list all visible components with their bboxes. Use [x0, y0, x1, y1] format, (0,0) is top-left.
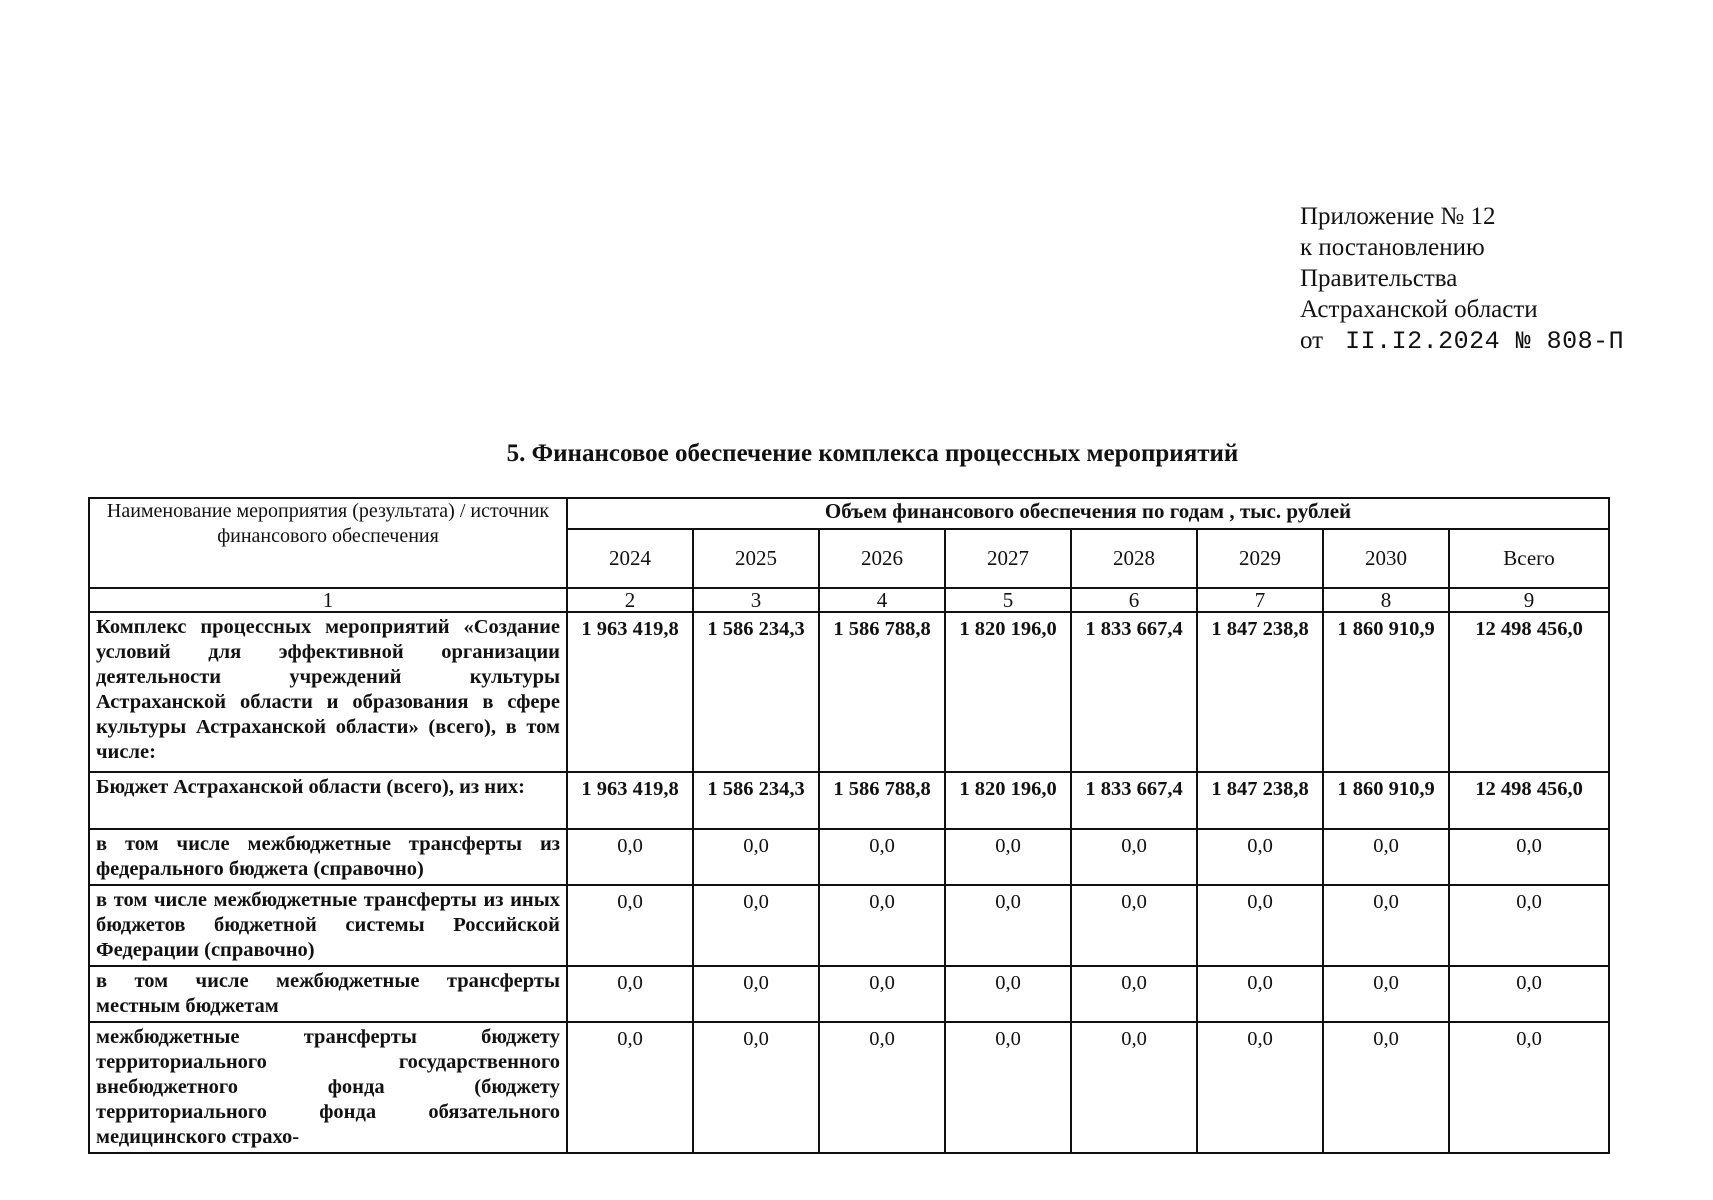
- row-name-federal-transfers: в том числе межбюджетные трансферты из федерального бюджета (справочно): [89, 829, 567, 885]
- value-cell: 0,0: [1323, 966, 1449, 1022]
- header-year-2027: 2027: [945, 529, 1071, 588]
- value-cell: 0,0: [693, 829, 819, 885]
- value-cell: 0,0: [945, 1022, 1071, 1153]
- value-cell: 1 586 234,3: [693, 772, 819, 829]
- table-row: [89, 829, 1609, 885]
- column-number: 7: [1197, 588, 1323, 612]
- value-cell: 0,0: [1197, 966, 1323, 1022]
- row-name-local-budget-transfers: в том числе межбюджетные трансферты местным бюджетам: [89, 966, 567, 1022]
- approval-block: [1300, 201, 1680, 357]
- value-cell: 0,0: [567, 966, 693, 1022]
- table-row: [89, 612, 1609, 772]
- column-number: 9: [1449, 588, 1609, 612]
- value-cell: 0,0: [1071, 1022, 1197, 1153]
- header-year-2026: 2026: [819, 529, 945, 588]
- value-cell-total: 0,0: [1449, 829, 1609, 885]
- value-cell-total: 0,0: [1449, 1022, 1609, 1153]
- value-cell: 0,0: [1071, 829, 1197, 885]
- header-total: Всего: [1449, 529, 1609, 588]
- column-number: 8: [1323, 588, 1449, 612]
- header-year-2025: 2025: [693, 529, 819, 588]
- value-cell-total: 0,0: [1449, 885, 1609, 966]
- value-cell: 1 820 196,0: [945, 612, 1071, 772]
- header-year-2028: 2028: [1071, 529, 1197, 588]
- approval-line-government: Правительства: [1300, 265, 1458, 292]
- row-name-complex-total: Комплекс процессных мероприятий «Создание условий для эффективной организации деятельности учреждений культуры Астраханской области и образования в сфере культуры Астраханской области» (всего), в том числе:: [89, 612, 567, 772]
- value-cell: 1 847 238,8: [1197, 772, 1323, 829]
- table-row: [89, 966, 1609, 1022]
- value-cell: 0,0: [945, 966, 1071, 1022]
- value-cell: 1 963 419,8: [567, 772, 693, 829]
- value-cell: 0,0: [1197, 1022, 1323, 1153]
- value-cell: 0,0: [1323, 885, 1449, 966]
- header-year-2024: 2024: [567, 529, 693, 588]
- value-cell: 1 833 667,4: [1071, 612, 1197, 772]
- value-cell-total: 0,0: [1449, 966, 1609, 1022]
- approval-date-number: II.I2.2024 № 808-П: [1345, 327, 1625, 356]
- value-cell: 0,0: [945, 885, 1071, 966]
- column-number: 2: [567, 588, 693, 612]
- value-cell: 0,0: [1197, 829, 1323, 885]
- column-number-row: [89, 588, 1609, 612]
- value-cell: 0,0: [819, 1022, 945, 1153]
- value-cell: 0,0: [1197, 885, 1323, 966]
- column-number: 5: [945, 588, 1071, 612]
- value-cell: 1 820 196,0: [945, 772, 1071, 829]
- table-row: [89, 772, 1609, 829]
- approval-line-region: Астраханской области: [1300, 296, 1538, 323]
- value-cell: 1 586 788,8: [819, 612, 945, 772]
- table-row: [89, 885, 1609, 966]
- value-cell: 1 860 910,9: [1323, 612, 1449, 772]
- approval-line-resolution: к постановлению: [1300, 234, 1485, 261]
- value-cell: 0,0: [1323, 1022, 1449, 1153]
- value-cell: 1 586 234,3: [693, 612, 819, 772]
- value-cell: 0,0: [819, 885, 945, 966]
- value-cell: 0,0: [693, 885, 819, 966]
- value-cell: 0,0: [945, 829, 1071, 885]
- value-cell: 0,0: [819, 829, 945, 885]
- header-activity-name: Наименование мероприятия (результата) / источник финансового обеспечения: [89, 498, 567, 588]
- header-year-2030: 2030: [1323, 529, 1449, 588]
- row-name-regional-budget: Бюджет Астраханской области (всего), из них:: [89, 772, 567, 829]
- value-cell: 0,0: [1071, 966, 1197, 1022]
- row-name-other-budget-transfers: в том числе межбюджетные трансферты из иных бюджетов бюджетной системы Российской Федерации (справочно): [89, 885, 567, 966]
- section-title: 5. Финансовое обеспечение комплекса процессных мероприятий: [506, 440, 1239, 467]
- value-cell: 1 833 667,4: [1071, 772, 1197, 829]
- column-number: 6: [1071, 588, 1197, 612]
- value-cell: 0,0: [693, 1022, 819, 1153]
- row-name-insurance-fund-transfers: межбюджетные трансферты бюджету территориального государственного внебюджетного фонда (бюджету территориального фонда обязательного медицинского страхо-: [89, 1022, 567, 1153]
- value-cell: 0,0: [567, 829, 693, 885]
- financing-table: [88, 497, 1610, 1154]
- value-cell-total: 12 498 456,0: [1449, 612, 1609, 772]
- header-financing-volume: Объем финансового обеспечения по годам , тыс. рублей: [567, 498, 1609, 529]
- approval-from-label: от: [1300, 327, 1324, 354]
- column-number: 1: [89, 588, 567, 612]
- value-cell: 0,0: [1071, 885, 1197, 966]
- value-cell: 1 847 238,8: [1197, 612, 1323, 772]
- value-cell: 0,0: [567, 885, 693, 966]
- table-row: [89, 1022, 1609, 1153]
- approval-line-annex: Приложение № 12: [1300, 203, 1496, 230]
- value-cell-total: 12 498 456,0: [1449, 772, 1609, 829]
- value-cell: 0,0: [1323, 829, 1449, 885]
- value-cell: 1 586 788,8: [819, 772, 945, 829]
- value-cell: 0,0: [819, 966, 945, 1022]
- header-row-group: [89, 498, 1609, 529]
- column-number: 3: [693, 588, 819, 612]
- header-year-2029: 2029: [1197, 529, 1323, 588]
- value-cell: 1 963 419,8: [567, 612, 693, 772]
- approval-line-date: [1300, 325, 1680, 357]
- value-cell: 1 860 910,9: [1323, 772, 1449, 829]
- value-cell: 0,0: [567, 1022, 693, 1153]
- column-number: 4: [819, 588, 945, 612]
- value-cell: 0,0: [693, 966, 819, 1022]
